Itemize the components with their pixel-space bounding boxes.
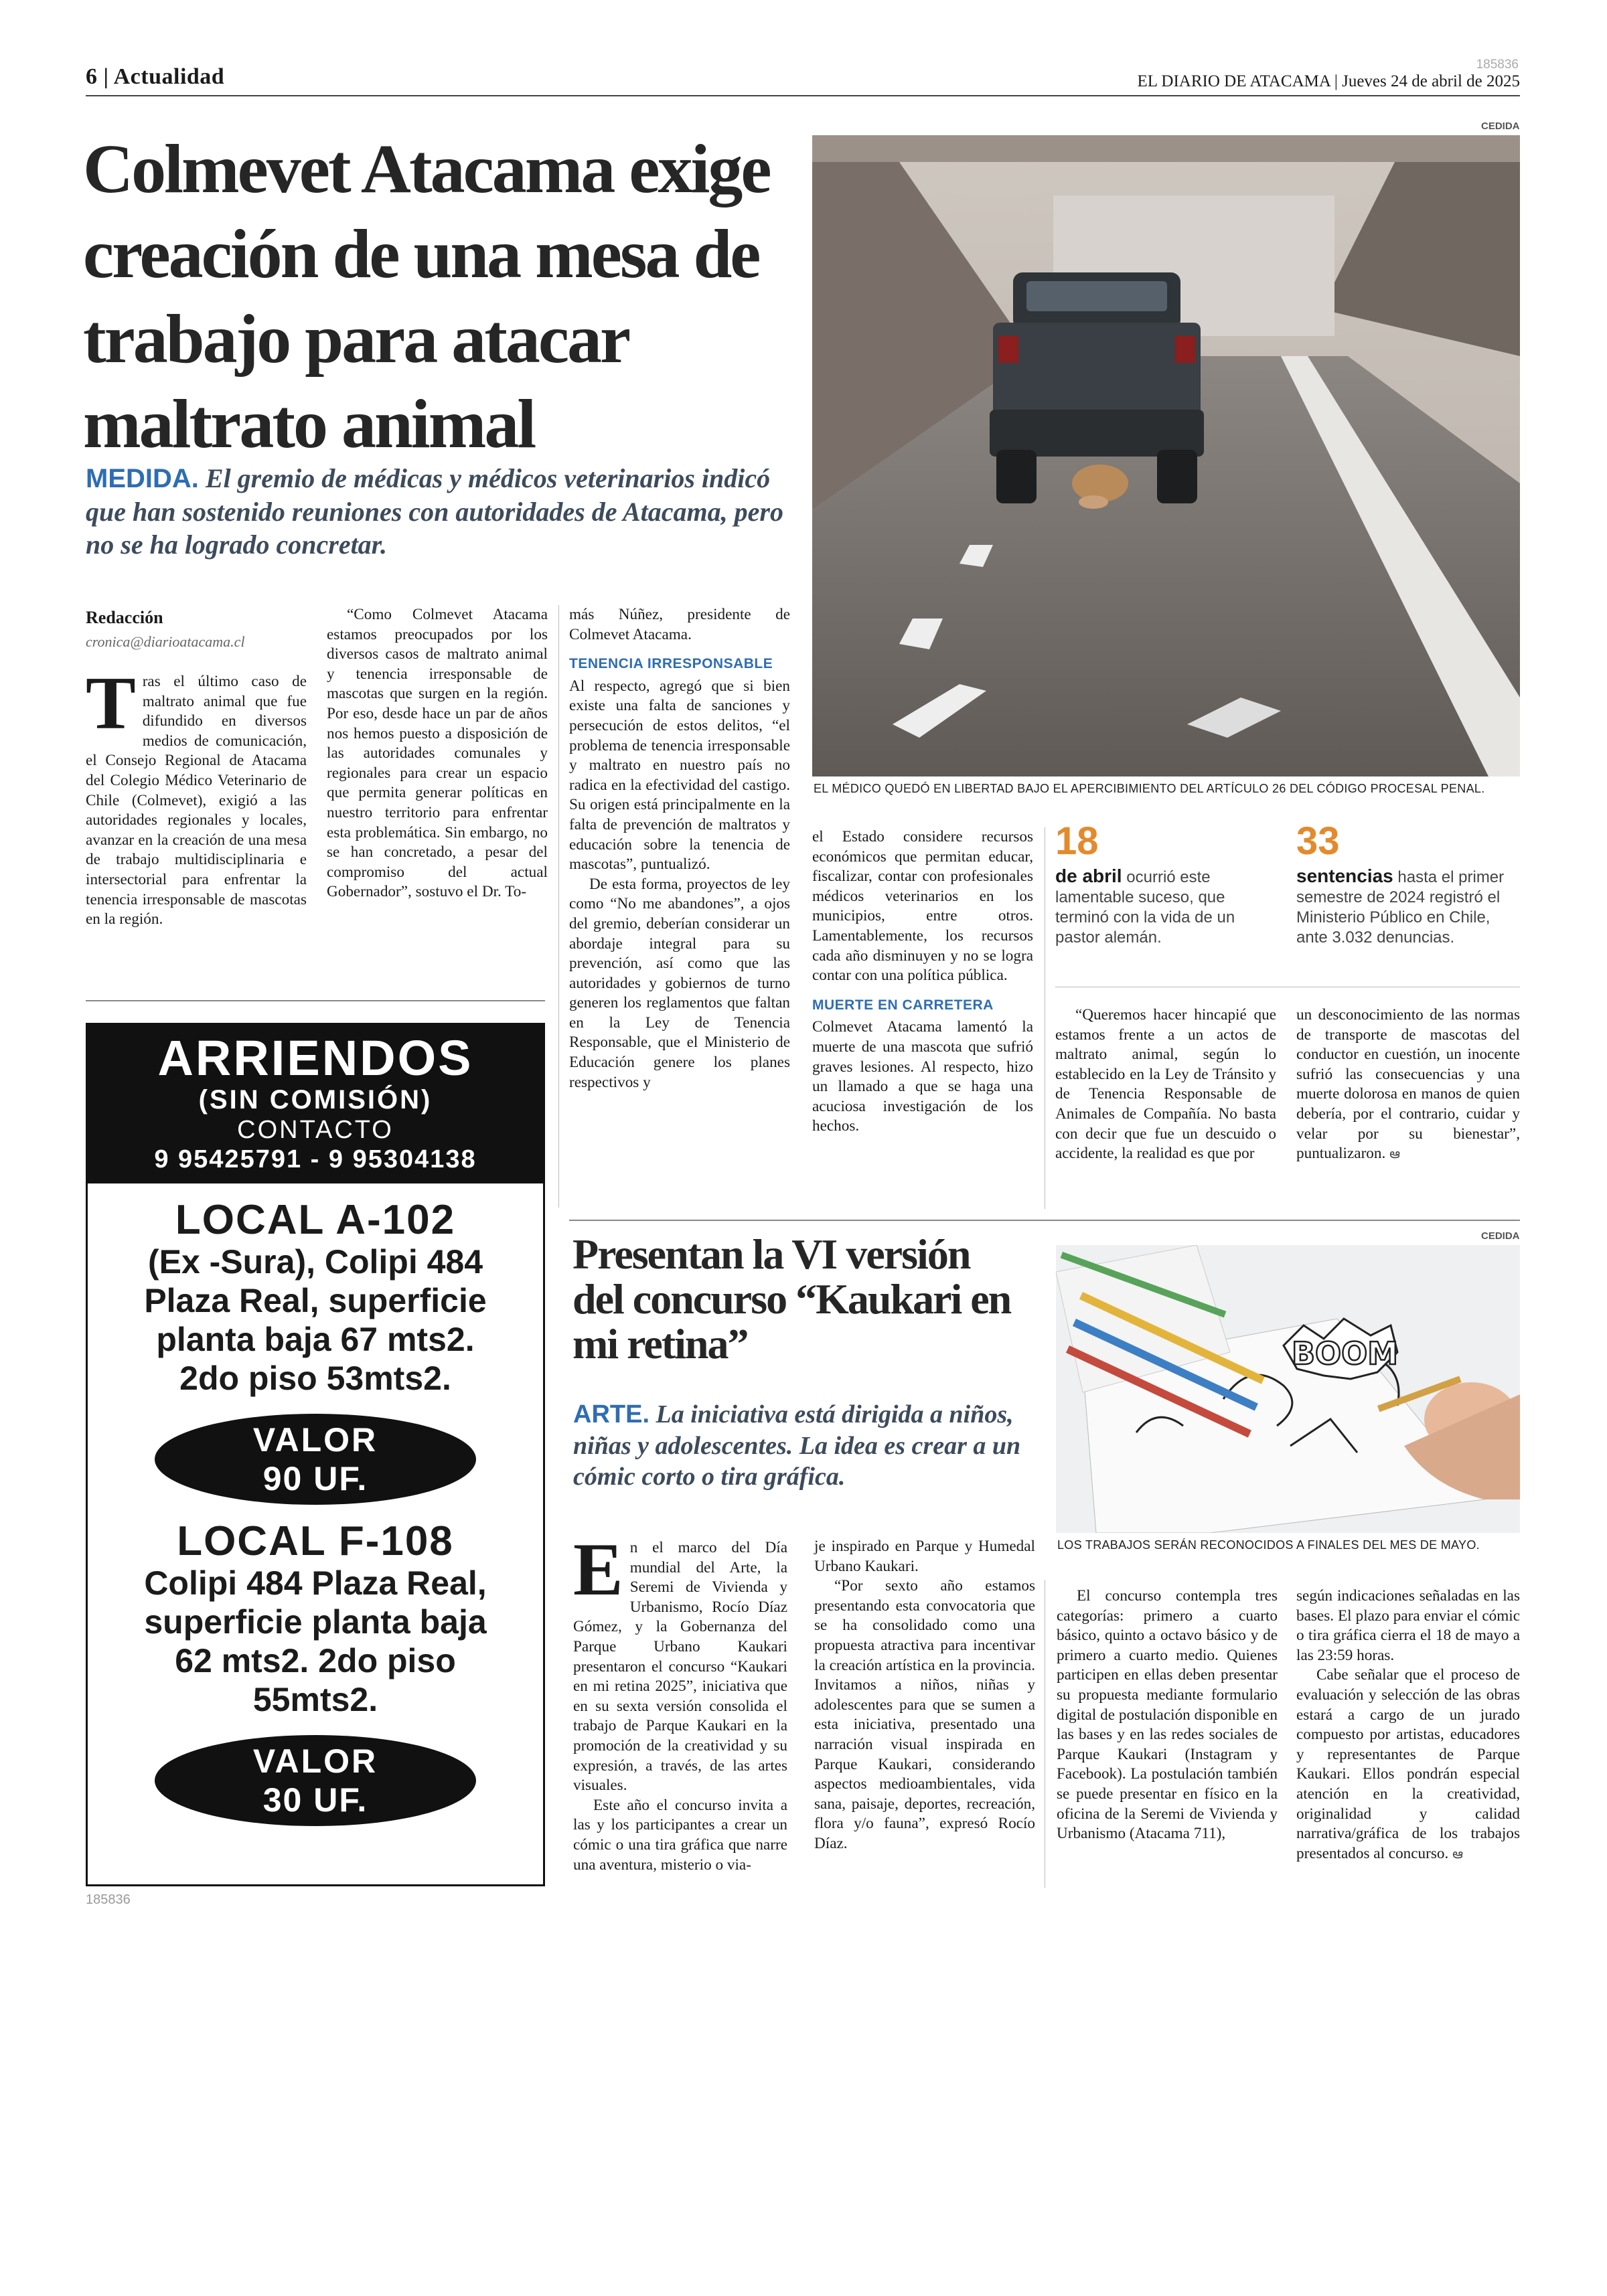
stat2-text: hasta el primer semestre de 2024 registró el Ministerio Público en Chile, ante 3.032 denuncias.: [1296, 868, 1505, 947]
article1-column-5: [1055, 1005, 1276, 1164]
ad-contact-label: CONTACTO: [237, 1116, 394, 1144]
stat-box-1: [1055, 819, 1276, 948]
stat2-number: 33: [1296, 819, 1340, 863]
road-truck-photo: [812, 135, 1520, 776]
end-mark-icon: ఆ: [1452, 1845, 1464, 1862]
article1-paragraph: Al respecto, agregó que si bien existe una falta de sanciones y persecución de estos delitos, “el problema de tenencia irresponsable y maltrato en nuestro país no radica en la efectividad del castigo. Su origen está principalmente en la falta de prevención de maltratos y educación sobre la tenencia de mascotas”, puntualizó.: [569, 677, 790, 874]
article1-column-2: [327, 605, 548, 902]
local2-price-badge: [155, 1735, 476, 1826]
article1-paragraph: “Queremos hacer hincapié que estamos frente a un actos de maltrato animal, según lo establecido en la Ley de Tránsito y de Tenencia Responsable de Animales de Compañía. No basta con decir que fue un descuido o accidente, la realidad es que por: [1055, 1006, 1276, 1163]
article2-column-2: [814, 1537, 1035, 1854]
subhead-muerte: MUERTE EN CARRETERA: [812, 997, 994, 1013]
article-separator: [569, 1220, 1520, 1221]
page-section-header: 6 | Actualidad: [86, 64, 225, 89]
local1-title: LOCAL A-102: [175, 1197, 456, 1243]
article2-deck: [573, 1399, 1028, 1493]
stat1-number: 18: [1055, 819, 1099, 863]
article2-deck-text: La iniciativa está dirigida a niños, niñas y adolescentes. La idea es crear a un cómic corto o tira gráfica.: [573, 1400, 1021, 1491]
article2-column-4: [1296, 1586, 1520, 1864]
article2-paragraph: “Por sexto año estamos presentando esta convocatoria que se ha consolidado como una propuesta atractiva para incentivar la creación artística en la provincia. Invitamos a niños, niñas y adolescentes para que se sumen a esta iniciativa, presentado una narración visual inspirada en Parque Kaukari, considerando aspectos medioambientales, vida sana, paisaje, deportes, recreación, flora y/o fauna”, expresó Rocío Díaz.: [814, 1577, 1035, 1852]
rental-ad: [86, 1023, 545, 1886]
local1-value: 90 UF.: [262, 1460, 368, 1497]
local1-price-badge: [155, 1414, 476, 1505]
byline: Redacción: [86, 608, 163, 627]
article1-dropcap: T: [86, 662, 136, 745]
article1-paragraph: Colmevet Atacama lamentó la muerte de una mascota que sufrió graves lesiones. Al respecto, hizo un llamado a que se haga una acuciosa investigación de los hechos.: [812, 1018, 1033, 1135]
end-mark-icon: ఆ: [1389, 1145, 1401, 1162]
photo1-caption: EL MÉDICO QUEDÓ EN LIBERTAD BAJO EL APERCIBIMIENTO DEL ARTÍCULO 26 DEL CÓDIGO PROCESAL PENAL.: [814, 782, 1485, 795]
page-number: 6: [86, 64, 98, 89]
article1-paragraph: “Como Colmevet Atacama estamos preocupados por los diversos casos de maltrato animal y tenencia irresponsable de mascotas que surgen en la región. Por eso, desde hace un par de años nos hemos puesto a disposición de las autoridades comunales y regionales para crear un espacio que permita generar políticas en nuestro territorio para enfrentar esta problemática. Sin embargo, no se han concretado, a pesar del compromiso del actual Gobernador”, sostuvo el Dr. To-: [327, 606, 548, 901]
article1-paragraph: un desconocimiento de las normas de transporte de mascotas del conductor en cuestión, un inocente sufrió las consecuencias y una muerte dolorosa en manos de quien debería, por el contrario, cuidar y velar por su bienestar”, puntualizaron.: [1296, 1006, 1520, 1163]
ad-code-bottom: 185836: [86, 1892, 131, 1907]
article1-column-6: [1296, 1005, 1520, 1164]
article1-headline: Colmevet Atacama exige creación de una mesa de trabajo para atacar maltrato animal: [83, 131, 770, 463]
article2-headline: Presentan la VI versión del concurso “Kaukari en mi retina”: [572, 1230, 1011, 1368]
article1-column-1: [86, 662, 307, 930]
issue-date: Jueves 24 de abril de 2025: [1342, 72, 1520, 90]
ad-top-rule: [86, 1000, 545, 1001]
stat2-bold: sentencias: [1296, 866, 1393, 886]
ad-code-top: 185836: [1476, 58, 1519, 72]
article1-paragraph: el Estado considere recursos económicos que permitan educar, fiscalizar, contar con profesionales médicos veterinarios en los municipios, entre otros. Lamentablemente, los recursos cada año disminuyen y no se logra contar con una política pública.: [812, 828, 1033, 985]
article1-photo: [812, 135, 1520, 776]
article1-deck: [86, 462, 795, 562]
article2-column-3: [1057, 1586, 1278, 1844]
ad-subtitle: (SIN COMISIÓN): [198, 1085, 433, 1115]
stat-box-2: [1296, 819, 1520, 948]
header-rule: [86, 95, 1520, 96]
boom-text: BOOM: [1292, 1335, 1399, 1372]
local2-value: 30 UF.: [262, 1781, 368, 1819]
byline-email: cronica@diarioatacama.cl: [86, 633, 245, 650]
article2-dropcap: E: [573, 1528, 623, 1611]
article2-paragraph: según indicaciones señaladas en las bases. El plazo para enviar el cómic o tira gráfica cierra el 18 de mayo a las 23:59 horas.: [1296, 1587, 1520, 1664]
ad-phones: 9 95425791 - 9 95304138: [154, 1145, 477, 1173]
photo1-credit: CEDIDA: [1481, 120, 1520, 132]
article1-column-4: [812, 827, 1033, 1137]
ad-title: ARRIENDOS: [157, 1030, 473, 1086]
article2-paragraph: n el marco del Día mundial del Arte, la Seremi de Vivienda y Urbanismo, Rocío Díaz Gómez, y la Gobernanza del Parque Urbano Kaukari presentaron el concurso “Kaukari en mi retina 2025”, iniciativa que en su sexta versión consolida el trabajo de Parque Kaukari en la promoción de la creatividad y su expresión, a través, de las artes visuales.: [573, 1539, 787, 1795]
article2-paragraph: Este año el concurso invita a las y los participantes a crear un cómic o una tira gráfica que narre una aventura, misterio o via-: [573, 1796, 787, 1874]
ad-header: [88, 1025, 543, 1183]
local2-title: LOCAL F-108: [177, 1518, 454, 1564]
photo2-credit: CEDIDA: [1481, 1230, 1520, 1242]
comic-drawing-photo: [1056, 1245, 1520, 1533]
stat1-bold: de abril: [1055, 866, 1122, 886]
article2-paragraph: je inspirado en Parque y Humedal Urbano Kaukari.: [814, 1538, 1035, 1575]
article2-paragraph: Cabe señalar que el proceso de evaluación y selección de las obras estará a cargo de un jurado compuesto por artistas, educadores y representantes de Parque Kaukari. Ellos pondrán especial atención en la creatividad, originalidad y calidad narrativa/gráfica de los trabajos presentados al concurso.: [1296, 1666, 1520, 1862]
article1-paragraph: De esta forma, proyectos de ley como “No me abandones”, a ojos del gremio, deberían considerar un abordaje integral para su prevención, así como que las autoridades y gobiernos de turno generen los reglamentos que faltan en la Ley de Tenencia Responsable, que el Ministerio de Educación genere los planes respectivos y: [569, 875, 790, 1091]
article2-photo: [1056, 1245, 1520, 1533]
stat1-text: ocurrió este lamentable suceso, que terminó con la vida de un pastor alemán.: [1055, 868, 1235, 947]
local2-description: Colipi 484 Plaza Real, superficie planta baja 62 mts2. 2do piso 55mts2.: [144, 1564, 487, 1718]
article1-paragraph: más Núñez, presidente de Colmevet Atacama.: [569, 606, 790, 643]
article2-paragraph: El concurso contempla tres categorías: primero a cuarto básico, quinto a octavo básico y de primero a cuarto medio. Quienes participen en ellas deben presentar su propuesta mediante formulario digital de postulación disponible en las bases y en las redes sociales de Parque Kaukari (Instagram y Facebook). La postulación también se puede presentar en físico en la oficina de la Seremi de Vivienda y Urbanismo (Atacama 711),: [1057, 1587, 1278, 1843]
article2-kicker: ARTE.: [573, 1400, 649, 1428]
newspaper-name: EL DIARIO DE ATACAMA: [1137, 72, 1330, 90]
local1-value-label: VALOR: [252, 1421, 378, 1459]
local2-value-label: VALOR: [252, 1742, 378, 1780]
local1-description: (Ex -Sura), Colipi 484 Plaza Real, superficie planta baja 67 mts2. 2do piso 53mts2.: [144, 1243, 487, 1397]
column-divider: [558, 605, 559, 1208]
article1-column-3: [569, 605, 790, 1092]
article1-deck-text: El gremio de médicas y médicos veterinarios indicó que han sostenido reuniones con autoridades de Atacama, pero no se ha logrado concretar.: [86, 463, 783, 560]
section-name: Actualidad: [113, 64, 225, 89]
article1-kicker: MEDIDA.: [86, 464, 199, 493]
article1-paragraph: ras el último caso de maltrato animal que fue difundido en diversos medios de comunicación, el Consejo Regional de Atacama del Colegio Médico Veterinario de Chile (Colmevet), exigió a las autoridades regionales y locales, avanzar en la creación de una mesa de trabajo multidisciplinaria e intersectorial para enfrentar la tenencia irresponsable de mascotas en la región.: [86, 673, 307, 928]
subhead-tenencia: TENENCIA IRRESPONSABLE: [569, 656, 773, 672]
newspaper-dateline: EL DIARIO DE ATACAMA | Jueves 24 de abril de 2025: [1137, 72, 1520, 90]
article2-column-1: [573, 1528, 787, 1875]
photo2-caption: LOS TRABAJOS SERÁN RECONOCIDOS A FINALES DEL MES DE MAYO.: [1057, 1538, 1480, 1552]
